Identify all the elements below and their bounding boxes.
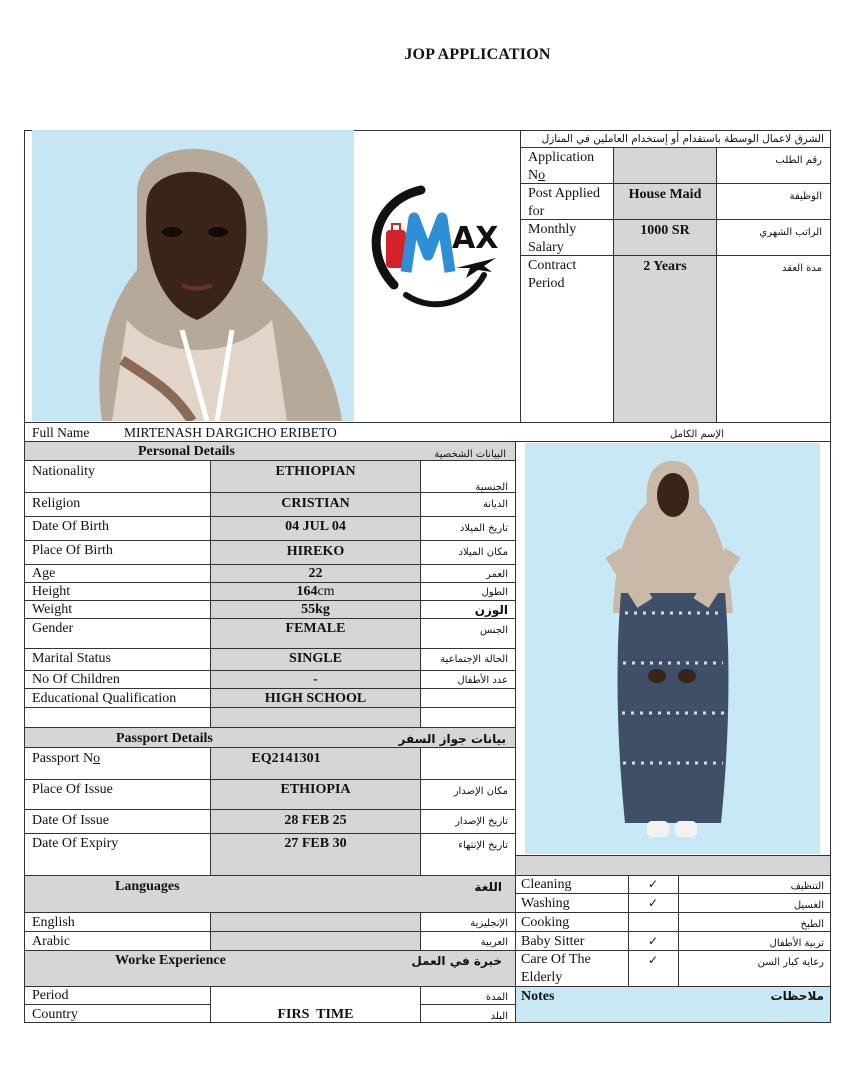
arabic-label-ar: العربية (480, 937, 508, 948)
height-label: Height (32, 584, 71, 599)
religion-label-ar: الديانة (482, 499, 508, 510)
children-label: No Of Children (32, 672, 120, 687)
skill-elderly-care-label: Care Of The Elderly (521, 952, 591, 985)
passport-details-header: Passport Details (116, 731, 213, 746)
passport-no-label: Passport No (32, 751, 101, 766)
passport-details-header-ar: بيانات جواز السفر (398, 732, 506, 746)
salary-label-ar: الراتب الشهري (759, 227, 822, 238)
age-value: 22 (308, 566, 323, 581)
full-name-value: MIRTENASH DARGICHO ERIBETO (124, 425, 337, 440)
height-number: 164 (296, 584, 318, 599)
english-label-ar: الإنجليزية (470, 918, 508, 929)
personal-details-header: Personal Details (138, 444, 235, 459)
application-no-label: Application No (528, 150, 595, 183)
salary-value: 1000 SR (640, 223, 690, 238)
skill-cleaning-label: Cleaning (521, 877, 572, 892)
skill-washing-label-ar: الغسيل (793, 900, 824, 911)
arabic-label: Arabic (32, 934, 71, 949)
height-value (211, 583, 420, 600)
date-of-issue-label-ar: تاريخ الإصدار (455, 816, 508, 827)
languages-header-ar: اللغة (474, 880, 502, 894)
date-of-issue-value: 28 FEB 25 (284, 813, 347, 828)
religion-value: CRISTIAN (281, 496, 350, 511)
weight-value: 55kg (301, 602, 330, 617)
gender-label: Gender (32, 621, 74, 636)
children-label-ar: عدد الأطفال (457, 675, 508, 686)
height-unit: cm (317, 584, 335, 599)
dob-label: Date Of Birth (32, 519, 109, 534)
post-value: House Maid (628, 187, 702, 202)
svg-text:AX: AX (452, 221, 499, 256)
date-of-expiry-label: Date Of Expiry (32, 836, 119, 851)
languages-header: Languages (115, 879, 180, 894)
country-value: FIRS TIME (277, 1007, 354, 1022)
contract-label-ar: مدة العقد (782, 263, 822, 274)
education-label: Educational Qualification (32, 691, 177, 706)
skill-elderly-care-check: ✓ (647, 953, 659, 967)
skill-cleaning-label-ar: التنظيف (790, 881, 824, 892)
skill-washing-check: ✓ (647, 896, 659, 910)
period-label-ar: المدة (485, 992, 508, 1003)
skill-washing-label: Washing (521, 896, 570, 911)
marital-status-label: Marital Status (32, 651, 111, 666)
pob-value: HIREKO (286, 544, 345, 559)
nationality-value: ETHIOPIAN (275, 464, 356, 479)
gender-value: FEMALE (285, 621, 346, 636)
full-name-label: Full Name (32, 425, 90, 440)
application-no-label-ar: رقم الطلب (775, 155, 822, 166)
page-title: JOP APPLICATION (404, 46, 551, 63)
full-body-photo (525, 443, 820, 854)
weight-label: Weight (32, 602, 73, 617)
date-of-issue-label: Date Of Issue (32, 813, 109, 828)
skill-baby-sitter-label-ar: تربية الأطفال (769, 938, 824, 949)
children-value: - (313, 672, 318, 687)
date-of-expiry-value: 27 FEB 30 (284, 836, 347, 851)
date-of-expiry-label-ar: تاريخ الإنتهاء (458, 840, 508, 851)
place-of-issue-label: Place Of Issue (32, 782, 113, 797)
notes-label: Notes (521, 989, 555, 1004)
skill-cooking-label-ar: الطبخ (800, 919, 824, 930)
country-label-ar: البلد (490, 1011, 508, 1022)
dob-value: 04 JUL 04 (285, 519, 346, 534)
post-label-ar: الوظيفة (789, 191, 822, 202)
salary-label: Monthly Salary (528, 222, 577, 255)
skill-cleaning-check: ✓ (647, 877, 659, 891)
skill-baby-sitter-label: Baby Sitter (521, 934, 585, 949)
marital-status-label-ar: الحالة الإجتماعية (440, 654, 508, 665)
post-label: Post Applied for (528, 186, 600, 219)
period-label: Period (32, 988, 69, 1003)
agency-name-arabic: الشرق لاعمال الوسطة باستقدام أو إستخدام العاملين في المنازل (541, 133, 824, 145)
place-of-issue-label-ar: مكان الإصدار (453, 786, 508, 797)
full-name-label-ar: الإسم الكامل (669, 429, 724, 440)
personal-details-header-ar: البيانات الشخصية (434, 449, 506, 460)
marital-status-value: SINGLE (289, 651, 342, 666)
agency-logo (366, 170, 506, 315)
age-label-ar: العمر (486, 569, 508, 580)
notes-label-ar: ملاحظات (770, 989, 824, 1003)
gender-label-ar: الجنس (479, 625, 508, 636)
pob-label: Place Of Birth (32, 543, 113, 558)
skill-baby-sitter-check: ✓ (647, 934, 659, 948)
height-label-ar: الطول (481, 587, 508, 598)
experience-header-ar: خبرة في العمل (411, 954, 502, 968)
portrait-photo (32, 130, 354, 421)
country-label: Country (32, 1007, 78, 1022)
skill-elderly-care-label-ar: رعاية كبار السن (757, 957, 824, 968)
religion-label: Religion (32, 496, 81, 511)
nationality-label: Nationality (32, 464, 95, 479)
contract-value: 2 Years (643, 259, 687, 274)
weight-label-ar: الوزن (474, 603, 508, 617)
pob-label-ar: مكان الميلاد (458, 547, 508, 558)
education-value: HIGH SCHOOL (264, 691, 367, 706)
age-label: Age (32, 566, 56, 581)
english-label: English (32, 915, 75, 930)
passport-no-value: EQ2141301 (251, 751, 321, 766)
experience-header: Worke Experience (115, 953, 226, 968)
skill-cooking-label: Cooking (521, 915, 570, 930)
contract-label: Contract Period (528, 258, 577, 291)
dob-label-ar: تاريخ الميلاد (459, 523, 508, 534)
place-of-issue-value: ETHIOPIA (280, 782, 351, 797)
nationality-label-ar: الجنسية (475, 482, 508, 493)
